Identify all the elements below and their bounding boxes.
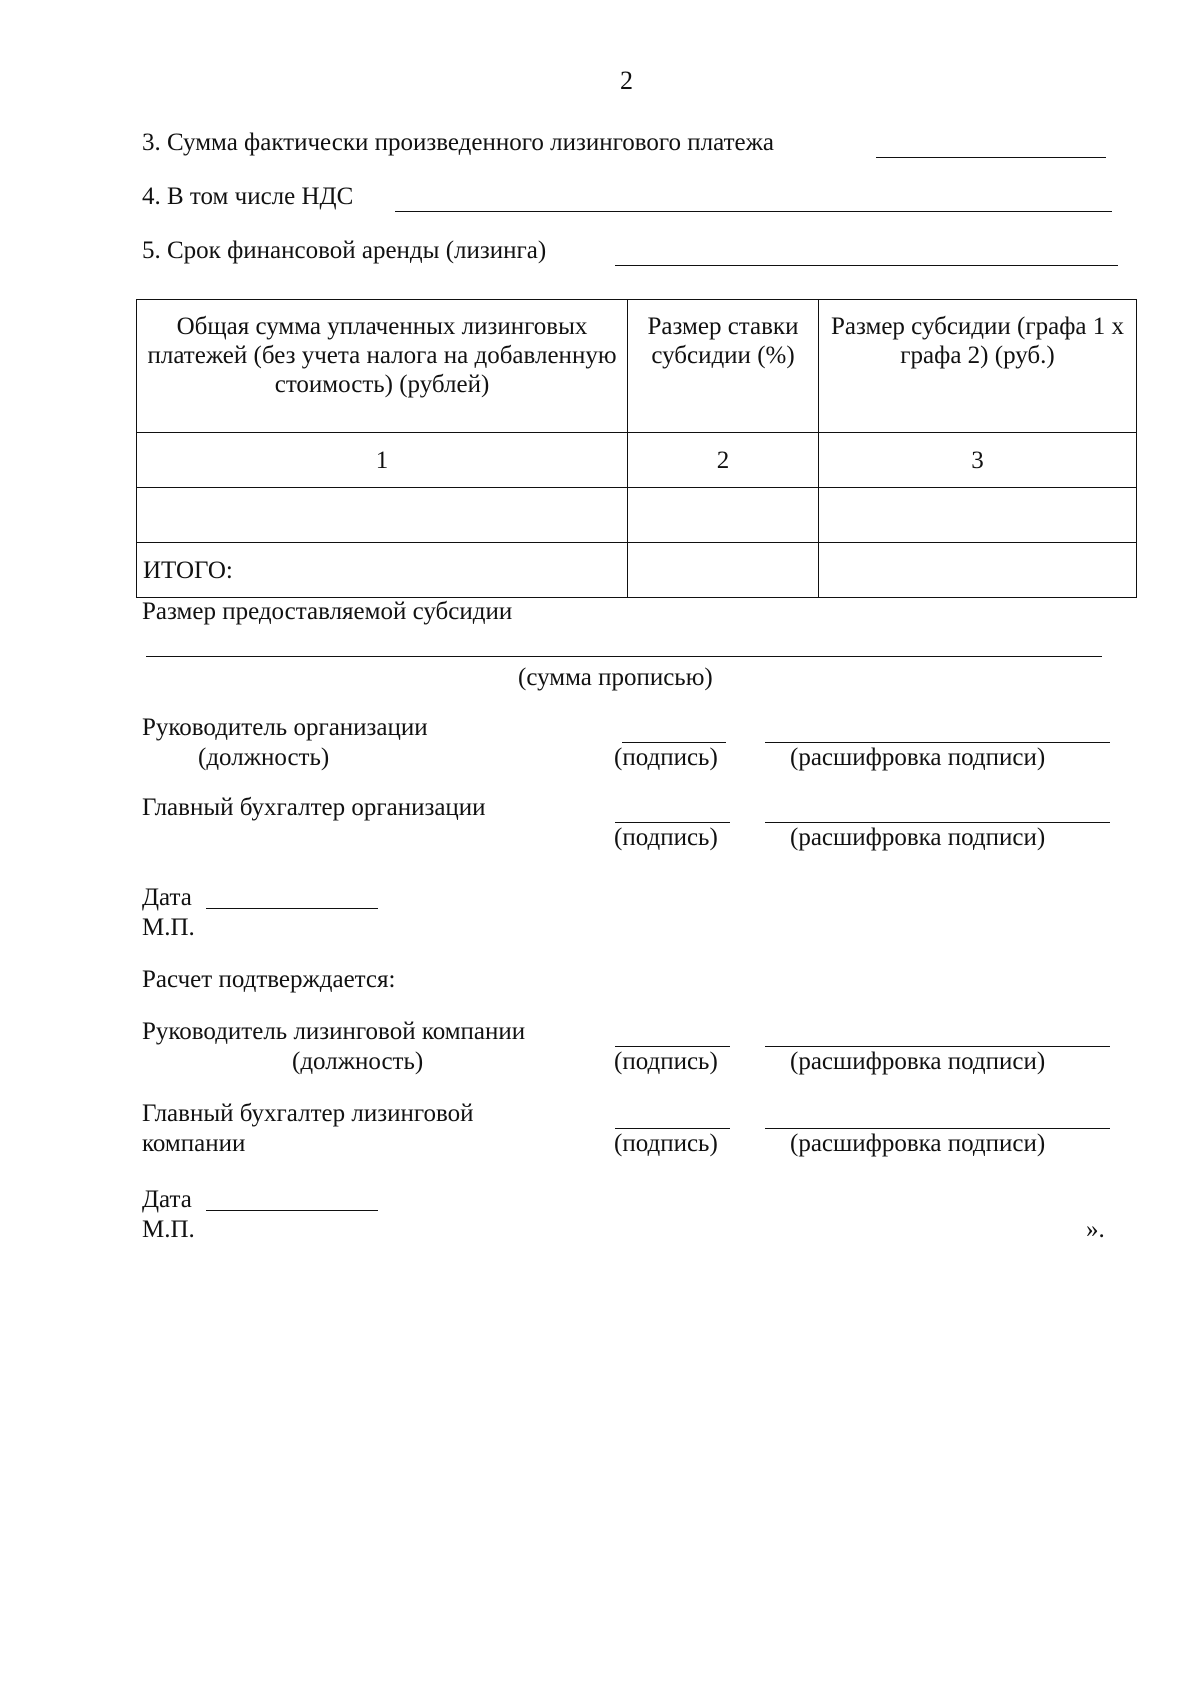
item-vat-label: 4. В том числе НДС: [142, 183, 354, 210]
closing-quote-mark: ».: [1086, 1216, 1105, 1243]
date-label: Дата: [142, 884, 192, 911]
leasing-head-title: Руководитель лизинговой компании: [142, 1018, 526, 1045]
item-lease-term-field[interactable]: [615, 265, 1118, 266]
page-number: 2: [620, 66, 633, 95]
item-vat-field[interactable]: [395, 211, 1112, 212]
org-accountant-decoding-caption: (расшифровка подписи): [790, 824, 1046, 851]
table-cell-subsidy[interactable]: [819, 488, 1137, 543]
column-number-1: 1: [137, 433, 628, 488]
org-head-position-caption: (должность): [198, 744, 330, 771]
header-total-payments: Общая сумма уплаченных лизинговых платежей (без учета налога на добавленную стоимость) (рублей): [137, 300, 628, 433]
table-header-row: [137, 300, 1137, 433]
org-accountant-signature-caption: (подпись): [614, 824, 718, 851]
header-rate: Размер ставки субсидии (%): [628, 300, 819, 433]
leasing-accountant-title-line1: Главный бухгалтер лизинговой: [142, 1100, 474, 1127]
org-head-title: Руководитель организации: [142, 714, 428, 741]
org-head-signature-caption: (подпись): [614, 744, 718, 771]
table-total-row: [137, 543, 1137, 598]
stamp-label-2: М.П.: [142, 1216, 195, 1243]
table-cell-rate[interactable]: [628, 488, 819, 543]
header-subsidy-size: Размер субсидии (графа 1 х графа 2) (руб.): [819, 300, 1137, 433]
leasing-accountant-signature-caption: (подпись): [614, 1130, 718, 1157]
subsidy-amount-label: Размер предоставляемой субсидии: [142, 598, 513, 625]
org-accountant-title: Главный бухгалтер организации: [142, 794, 486, 821]
item-actual-payment-label: 3. Сумма фактически произведенного лизингового платежа: [142, 129, 774, 156]
leasing-head-position-caption: (должность): [292, 1048, 424, 1075]
date-field[interactable]: [206, 908, 378, 909]
stamp-label: М.П.: [142, 914, 195, 941]
total-cell-rate[interactable]: [628, 543, 819, 598]
leasing-accountant-decoding-caption: (расшифровка подписи): [790, 1130, 1046, 1157]
org-head-decoding-caption: (расшифровка подписи): [790, 744, 1046, 771]
total-label: ИТОГО:: [137, 543, 628, 598]
table-column-numbers-row: [137, 433, 1137, 488]
date-field-2[interactable]: [206, 1210, 378, 1211]
item-lease-term-label: 5. Срок финансовой аренды (лизинга): [142, 237, 547, 264]
column-number-3: 3: [819, 433, 1137, 488]
confirmation-label: Расчет подтверждается:: [142, 966, 396, 993]
total-cell-subsidy[interactable]: [819, 543, 1137, 598]
leasing-head-decoding-caption: (расшифровка подписи): [790, 1048, 1046, 1075]
item-actual-payment-field[interactable]: [876, 157, 1106, 158]
column-number-2: 2: [628, 433, 819, 488]
subsidy-amount-in-words-field[interactable]: [146, 656, 1102, 657]
table-row: [137, 488, 1137, 543]
date-label-2: Дата: [142, 1186, 192, 1213]
leasing-head-signature-caption: (подпись): [614, 1048, 718, 1075]
amount-in-words-caption: (сумма прописью): [518, 664, 713, 691]
leasing-accountant-title-line2: компании: [142, 1130, 246, 1157]
table-cell-payments[interactable]: [137, 488, 628, 543]
subsidy-table: [136, 299, 1137, 598]
